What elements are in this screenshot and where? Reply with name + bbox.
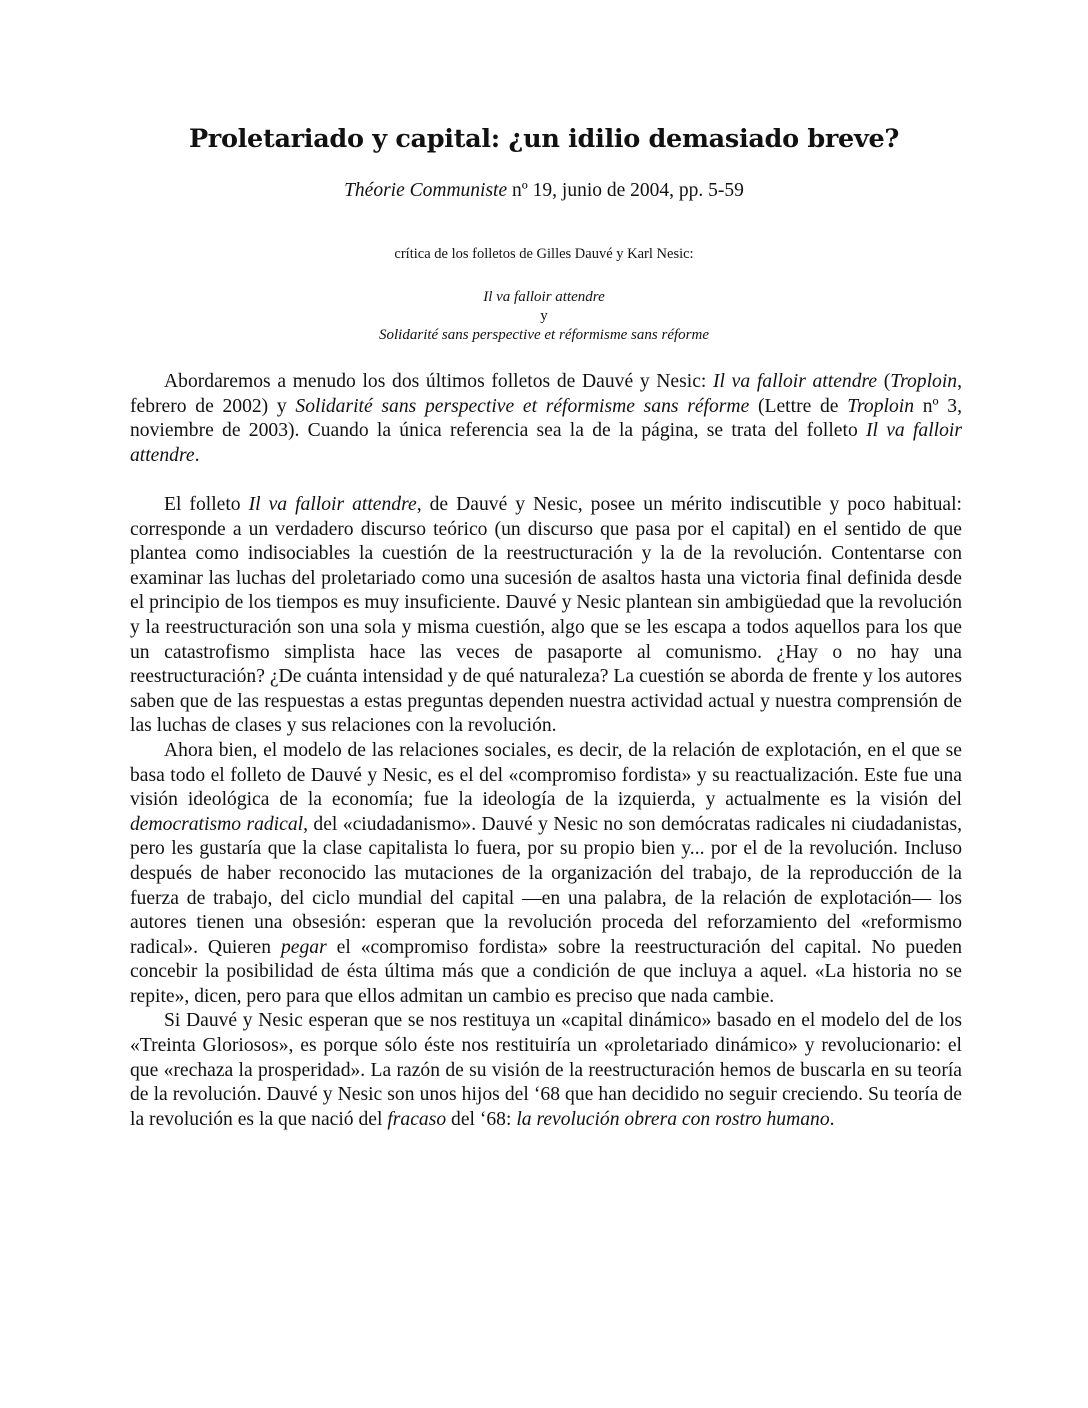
citation-details: nº 19, junio de 2004, pp. 5-59 bbox=[507, 180, 744, 201]
works-conjunction: y bbox=[540, 308, 548, 324]
body-section bbox=[130, 493, 962, 1132]
text-run: . bbox=[829, 1108, 835, 1130]
italic-text-run: Troploin bbox=[890, 371, 958, 392]
critique-line: crítica de los folletos de Gilles Dauvé y Karl Nesic: bbox=[394, 246, 694, 262]
intro-section bbox=[130, 370, 962, 468]
text-run: (Lettre de bbox=[749, 395, 848, 417]
journal-name: Théorie Communiste bbox=[344, 180, 508, 201]
work-title-first: Il va falloir attendre bbox=[483, 289, 605, 305]
reviewed-works bbox=[0, 288, 1088, 345]
body-paragraph bbox=[130, 1009, 962, 1132]
text-run: , febrero de 2002) y bbox=[130, 371, 962, 417]
text-run: , del «ciudadanismo». Dauvé y Nesic no son demócratas radicales ni ciudadanistas, pero les gustaría que la clase capitalista lo fuera, por su propio bien y... por el de la revolución. Incluso después de haber reconocido las mutaciones de la organización del trabajo, de la reproducción de la fuerza de trabajo, del ciclo mundial del capital —en una palabra, de la relación de explotación— los autores tienen una obsesión: esperan que la revolución proceda del reforzamiento del «reformismo radical». Quieren bbox=[130, 813, 962, 958]
italic-text-run: la revolución obrera con rostro humano bbox=[516, 1108, 830, 1130]
text-run: Abordaremos a menudo los dos últimos folletos de Dauvé y Nesic: bbox=[164, 371, 714, 392]
document-title: Proletariado y capital: ¿un idilio demasiado breve? bbox=[188, 124, 900, 154]
italic-text-run: pegar bbox=[280, 936, 327, 958]
italic-text-run: Il va falloir attendre bbox=[713, 371, 878, 392]
work-title-second: Solidarité sans perspective et réformisme sans réforme bbox=[379, 327, 709, 343]
intro-paragraph bbox=[130, 370, 962, 468]
text-run: nº 3, noviembre de 2003). Cuando la única referencia sea la de la página, se trata del folleto bbox=[130, 395, 962, 442]
body-paragraph bbox=[130, 739, 962, 1010]
text-run: el «compromiso fordista» sobre la reestructuración del capital. No pueden concebir la posibilidad de ésta última más que a condición de que incluya a aquel. «La historia no se repite», dicen, pero para que ellos admitan un cambio es preciso que nada cambie. bbox=[130, 936, 962, 1007]
text-run: Ahora bien, el modelo de las relaciones sociales, es decir, de la relación de explotación, en el que se basa todo el folleto de Dauvé y Nesic, es el del «compromiso fordista» y su reactualización. Este fue una visión ideológica de la economía; fue la ideología de la izquierda, y actualmente es la visión del bbox=[130, 739, 962, 811]
text-run: del ‘68: bbox=[446, 1108, 517, 1130]
text-run: ( bbox=[877, 371, 891, 392]
italic-text-run: Troploin bbox=[847, 395, 914, 417]
italic-text-run: fracaso bbox=[387, 1108, 447, 1130]
italic-text-run: Il va falloir attendre bbox=[130, 420, 962, 466]
italic-text-run: Solidarité sans perspective et réformisme sans réforme bbox=[295, 395, 750, 417]
text-run: . bbox=[194, 444, 200, 466]
body-paragraph bbox=[130, 493, 962, 739]
text-run: , de Dauvé y Nesic, posee un mérito indiscutible y poco habitual: corresponde a un verdadero discurso teórico (un discurso que pasa por el capital) en el sentido de que plantea como indisociables la cuestión de la reestructuración y la de la revolución. Contentarse con examinar las luchas del proletariado como una sucesión de asaltos hasta una victoria final definida desde el principio de los tiempos es muy insuficiente. Dauvé y Nesic plantean sin ambigüedad que la revolución y la reestructuración son una sola y misma cuestión, algo que se les escapa a todos aquellos para los que un catastrofismo simplista hace las veces de pasaporte al comunismo. ¿Hay o no hay una reestructuración? ¿De cuánta intensidad y de qué naturaleza? La cuestión se aborda de frente y los autores saben que de las respuestas a estas preguntas dependen nuestra actividad actual y nuestra comprensión de las luchas de clases y sus relaciones con la revolución. bbox=[130, 494, 962, 737]
source-citation bbox=[0, 180, 1088, 202]
text-run: El folleto bbox=[164, 494, 249, 515]
italic-text-run: democratismo radical bbox=[130, 813, 304, 835]
text-run: Si Dauvé y Nesic esperan que se nos restituya un «capital dinámico» basado en el modelo del de los «Treinta Gloriosos», es porque sólo éste nos restituiría un «proletariado dinámico» y revolucionario: el que «rechaza la prosperidad». La razón de su visión de la reestructuración hemos de buscarla en su teoría de la revolución. Dauvé y Nesic son unos hijos del ‘68 que han decidido no seguir creciendo. Su teoría de la revolución es la que nació del bbox=[130, 1010, 962, 1130]
italic-text-run: Il va falloir attendre bbox=[248, 494, 417, 515]
